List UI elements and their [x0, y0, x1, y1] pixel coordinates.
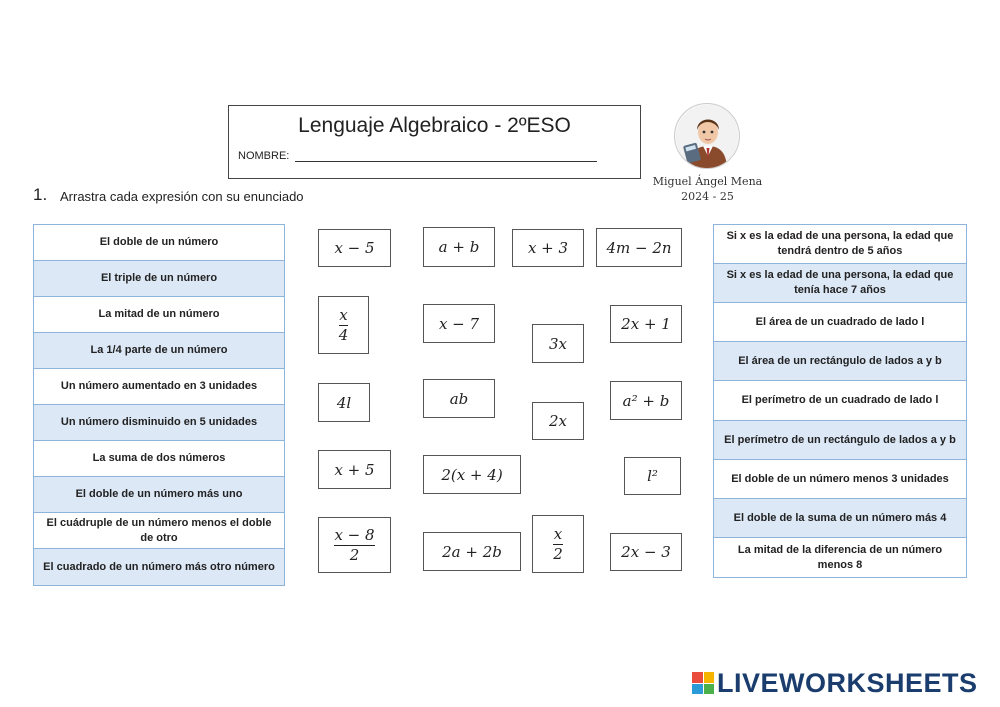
expression-tile[interactable]: [423, 532, 521, 571]
statement-label: El doble de un número más uno: [75, 488, 243, 500]
statement-label: El cuádruple de un número menos el doble de otro: [46, 516, 272, 544]
expression-text: 2a + 2b: [442, 542, 502, 561]
expression-text: x + 5: [334, 460, 375, 479]
drop-target[interactable]: [34, 549, 284, 585]
statement-label: La mitad de la diferencia de un número menos 8: [737, 543, 943, 571]
expression-text: 2x + 1: [621, 315, 671, 333]
expression-text: 3x: [548, 334, 567, 353]
expression-tile[interactable]: [423, 304, 495, 343]
drop-target[interactable]: [714, 342, 966, 381]
statement-label: El perímetro de un rectángulo de lados a y b: [724, 433, 956, 446]
statement-label: La 1/4 parte de un número: [90, 344, 228, 356]
drop-target[interactable]: [714, 421, 966, 460]
expression-tile[interactable]: [423, 227, 495, 267]
drop-target[interactable]: [714, 225, 966, 264]
drop-target[interactable]: [714, 499, 966, 538]
drop-target[interactable]: [34, 333, 284, 369]
fraction-denominator: 2: [349, 545, 360, 564]
fraction-numerator: x − 8: [334, 525, 375, 544]
drop-target[interactable]: [34, 369, 284, 405]
author-name: Miguel Ángel Mena: [652, 175, 763, 188]
fraction: [339, 307, 349, 344]
expression-tile[interactable]: [610, 381, 682, 420]
statement-label: El doble de un número: [99, 236, 219, 248]
author-credit: [640, 174, 775, 204]
liveworksheets-logo: [692, 667, 978, 698]
left-statements-table: [33, 224, 285, 586]
expression-text: 4m − 2n: [606, 238, 672, 257]
fraction-numerator: x: [339, 305, 348, 324]
drop-target[interactable]: [714, 460, 966, 499]
statement-label: El perímetro de un cuadrado de lado l: [741, 394, 939, 406]
statement-label: El triple de un número: [100, 272, 218, 284]
drop-target[interactable]: [34, 405, 284, 441]
expression-text: ab: [449, 389, 469, 408]
expression-tile[interactable]: [318, 229, 391, 267]
expression-tile[interactable]: [596, 228, 682, 267]
statement-label: Si x es la edad de una persona, la edad que tendrá dentro de 5 años: [726, 230, 954, 257]
expression-text: x + 3: [527, 239, 569, 257]
question-text: Arrastra cada expresión con su enunciado: [60, 189, 304, 204]
expression-tile[interactable]: [532, 515, 584, 573]
expression-tile[interactable]: [423, 379, 495, 418]
expression-text: 2x − 3: [621, 543, 671, 561]
fraction-numerator: x: [553, 524, 563, 543]
worksheet-header: [228, 105, 641, 179]
drop-target[interactable]: [714, 538, 966, 577]
drop-target[interactable]: [34, 225, 284, 261]
expression-tile[interactable]: [610, 305, 682, 343]
drop-target[interactable]: [34, 297, 284, 333]
expression-tile[interactable]: [318, 296, 369, 354]
question-number: 1.: [33, 185, 48, 204]
fraction: [334, 527, 374, 564]
expression-text: 2x: [548, 412, 567, 430]
logo-icon: [692, 672, 714, 694]
statement-label: La mitad de un número: [98, 308, 220, 320]
expression-tile[interactable]: [624, 457, 681, 495]
drop-target[interactable]: [714, 303, 966, 342]
drop-target[interactable]: [714, 264, 966, 303]
expression-text: a² + b: [622, 391, 670, 410]
expression-tile[interactable]: [423, 455, 521, 494]
statement-label: El doble de un número menos 3 unidades: [731, 472, 949, 485]
statement-label: Un número disminuido en 5 unidades: [60, 416, 258, 428]
expression-text: l²: [647, 467, 658, 485]
author-year: 2024 - 25: [681, 190, 734, 203]
expression-tile[interactable]: [318, 383, 370, 422]
expression-tile[interactable]: [532, 402, 584, 440]
expression-tile[interactable]: [532, 324, 584, 363]
expression-text: x − 7: [438, 314, 480, 333]
expression-text: 4l: [336, 393, 352, 412]
worksheet-title: Lenguaje Algebraico - 2ºESO: [298, 114, 571, 137]
expression-text: a + b: [438, 238, 480, 256]
statement-label: La suma de dos números: [92, 452, 226, 464]
drop-target[interactable]: [34, 441, 284, 477]
fraction-denominator: 4: [338, 325, 349, 344]
nombre-line: [295, 161, 597, 162]
nombre-label: NOMBRE:: [238, 150, 290, 162]
statement-label: El área de un rectángulo de lados a y b: [738, 354, 942, 367]
expression-tile[interactable]: [610, 533, 682, 571]
fraction: [553, 526, 563, 563]
logo-text: LIVEWORKSHEETS: [717, 667, 978, 698]
drop-target[interactable]: [34, 261, 284, 297]
expression-tile[interactable]: [512, 229, 584, 267]
statement-label: El doble de la suma de un número más 4: [733, 511, 947, 524]
drop-target[interactable]: [34, 513, 284, 549]
expression-tile[interactable]: [318, 450, 391, 489]
fraction-denominator: 2: [553, 544, 563, 563]
expression-text: x − 5: [334, 239, 375, 257]
drop-target[interactable]: [714, 381, 966, 421]
right-statements-table: [713, 224, 967, 578]
author-avatar: [674, 103, 740, 169]
expression-tile[interactable]: [318, 517, 391, 573]
statement-label: Un número aumentado en 3 unidades: [60, 380, 258, 392]
statement-label: El cuadrado de un número más otro número: [43, 560, 275, 573]
drop-target[interactable]: [34, 477, 284, 513]
statement-label: Si x es la edad de una persona, la edad que tenía hace 7 años: [726, 269, 954, 296]
statement-label: El área de un cuadrado de lado l: [755, 315, 925, 328]
expression-text: 2(x + 4): [441, 465, 503, 484]
